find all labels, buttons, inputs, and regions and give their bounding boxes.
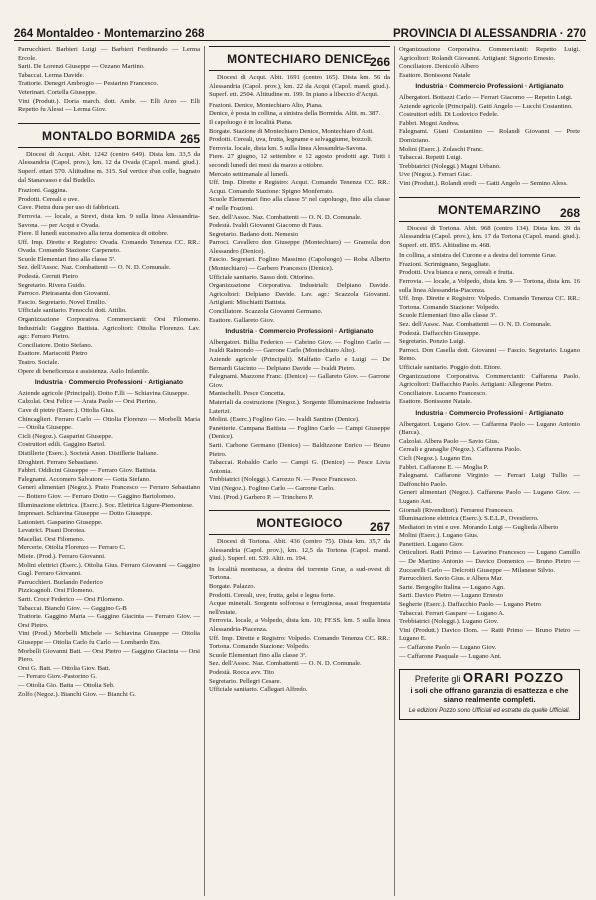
directory-entry: Tabaccai. Lerma Davide.	[18, 71, 85, 79]
directory-entry: Parrucchieri. Barbieri Luigi — Barbieri Ferdinando — Lerma Ercole.	[18, 46, 200, 62]
directory-entry: Segretario. Badano dott. Nemesio	[209, 230, 299, 238]
directory-entry: Uff. Imp. Dirette e Registro: Volpedo. Comando Tenenza CC. RR.: Tortona. Comando Stazione: Volpedo.	[399, 295, 580, 311]
directory-entry: Ufficiale sanitario. Callegari Alfredo.	[209, 686, 308, 694]
directory-entry: Sez. dell'Assoc. Naz. Combattenti — O. N. D. Comunale.	[399, 321, 552, 329]
directory-entry: Zolfo (Negoz.). Bianchi Giov. — Bianchi G.	[18, 690, 136, 698]
directory-entry: Droghieri. Ferraro Sebastiano.	[18, 458, 99, 466]
directory-entry: Cicli (Negoz.). Lugano Em.	[399, 454, 473, 462]
directory-entry: Organizzazione Corporativa. Industriali: Delpiano Davide. Agricoltori: Delpiano Davide. Lav. agr.: Scazzola Giovanni. Artigiani: Mischiatti Battista.	[209, 282, 390, 307]
ad-headline-pre: Preferite gli	[414, 674, 461, 685]
directory-entry: Molini (Eserc.). Zolaschi Franc.	[399, 145, 484, 153]
directory-entry: Panettieri. Lugano Giov.	[399, 540, 464, 548]
town-name: MONTEMARZINO	[438, 202, 541, 217]
directory-entry: Conciliatore. Lucarno Francesco.	[399, 389, 487, 397]
directory-entry: Segretario. Pellegri Cesare.	[209, 677, 282, 685]
directory-entry: Mercerie. Ottolia Florenzo — Ferraro C.	[18, 544, 126, 552]
directory-entry: Esattore. Gallareto Giov.	[209, 316, 275, 324]
directory-entry: Molini (Eserc.). Lugano Gius.	[399, 532, 479, 540]
directory-entry: Teatro. Sociale.	[18, 359, 60, 366]
ad-footnote: Le edizioni Pozzo sono Ufficiali ed estratte da quelle Ufficiali.	[408, 707, 571, 714]
directory-entry: Segretario. Rivera Guido.	[18, 281, 86, 289]
town-header	[399, 197, 580, 222]
column-middle	[204, 46, 394, 896]
directory-entry: In località montuosa, a destra del torrente Grue, a sud-ovest di Tortona.	[209, 565, 390, 582]
directory-entry: Uve (Negoz.). Ferrari Giac.	[399, 171, 472, 179]
directory-entry: Denice, è posta in collina, a sinistra della Bormida. Altit. m. 387.	[209, 110, 381, 118]
directory-entry: Organizzazione Corporativa. Commercianti: Orsi Filomeno. Industriali: Gaggino Battista. Agricoltori: Ottolia Florenzo. Lav. agr.: Ferraro Pietro.	[18, 316, 200, 341]
directory-entry: Conciliatore. Denicolò Albero	[399, 63, 479, 71]
directory-entry: Costruttori edili. Gaggino Bartol.	[18, 441, 106, 449]
directory-entry: Parrucchieri. Burlando Federico	[18, 578, 103, 586]
directory-entry: Ferrovia. — locale, a Strevi, dista km. 9 sulla linea Alessandria-Savona. — per Acqui e Ovada.	[18, 212, 200, 229]
directory-entry: Esattore. Mariscotti Pietro	[18, 350, 88, 358]
directory-entry: Scuole Elementari fino alla classe 5ª.	[18, 255, 116, 263]
directory-entry: Fiere. Il lunedì successivo alla terza domenica di ottobre.	[18, 230, 169, 238]
directory-entry: Prodotti. Cereali e uve.	[18, 195, 79, 203]
directory-entry: Ferrovia. — locale, a Volpedo, dista km. 9 — Tortona, dista km. 16 sulla linea Alessandria-Piacenza.	[399, 278, 580, 294]
directory-entry: Organizzazione Corporativa. Commercianti: Repetto Luigi. Agricoltori: Rolandi Giovanni. Artigiani: Signorio Ernesto.	[399, 46, 580, 62]
directory-entry: Tabaccai. Repetti Luigi.	[399, 154, 463, 162]
directory-entry: Borgate. Stazione di Montechiaro Denice, Montechiaro d'Asti.	[209, 127, 374, 135]
directory-entry: Generi alimentari (Negoz.). Prato Francesco — Ferraro Sebastiano — Bottero Giov. — Ferraro Dotto — Gaggino Bartolomeo.	[18, 484, 200, 500]
town-header	[18, 123, 200, 148]
directory-entry: Vini (Produtt.) Davico Dom. — Ratti Primo — Bruno Pietro — Lugano E.	[399, 626, 580, 643]
directory-entry: Molini. (Eserc.) Foglino Gio. — Ivaldi Santino (Denice).	[209, 416, 360, 424]
town-number: 267	[369, 519, 390, 534]
directory-entry: Trebbiatrici (Noleggi.). Carozzo N. — Pesce Francesco.	[209, 476, 358, 484]
directory-entry: Podestà. Rocca avv. Tito	[209, 669, 274, 676]
directory-entry: Materiali da costruzione (Negoz.). Sorgente Illuminazione Industria Laterizi.	[209, 398, 390, 415]
directory-entry: In collina, a sinistra del Curone e a destra del torrente Grue.	[399, 252, 557, 260]
directory-entry: Frazioni. Denice, Montechiaro Alto, Piana.	[209, 101, 323, 109]
section-heading: Industria · Commercio Professioni · Artigianato	[34, 379, 184, 387]
directory-entry: Uff. Imp. Dirette e Registro: Ovada. Comando Tenenza CC. RR.: Ovada. Comando Stazione: Carpeneto.	[18, 238, 200, 255]
directory-entry: Trattorie. Gaggino Maria — Gaggino Giacinta — Ferraro Giov. — Orsi Pietro.	[18, 613, 200, 629]
directory-entry: Albergatori. Bottazzi Carlo — Ferrari Giacomo — Repetto Luigi.	[399, 93, 573, 101]
directory-entry: Parroci. Cavallero don Giuseppe (Montechiaro) — Gramola don Alessandro (Denice).	[209, 239, 390, 255]
directory-entry: Levatrici. Pisani Dorotea.	[18, 527, 86, 535]
directory-entry: Ferrovia. locale, a Volpedo, dista km. 10; FF.SS. km. 5 sulla linea Alessandria-Piacenza.	[209, 617, 390, 634]
directory-entry: Manischelli. Pesce Concetta.	[209, 390, 286, 398]
directory-entry: Prodotti. Uva bianca e nera, cereali e frutta.	[399, 269, 514, 277]
directory-entry: Sarti. De Lorenzi Giuseppe — Ozzano Martino.	[18, 63, 145, 71]
directory-entry: — Caffarone Paolo — Lugano Giov.	[399, 644, 497, 651]
directory-entry: Mieie. (Prod.). Ferraro Giovanni.	[18, 553, 106, 561]
directory-entry: Morbelli Giovanni Batt. — Orsi Pietro — Gaggino Giacinta — Orsi Piero.	[18, 647, 200, 664]
directory-entry: Segherie (Eserc.). Daffacchio Paolo — Lugano Pietro	[399, 601, 541, 609]
directory-entry: Veterinari. Cortella Giuseppe.	[18, 88, 97, 96]
directory-entry: Macellai. Orsi Filomeno.	[18, 535, 85, 543]
directory-entry: Sarti. Carbone Germano (Denice) — Baldizzone Enrico — Bruno Pietro.	[209, 441, 390, 458]
page-header	[14, 22, 586, 41]
directory-entry: Sez. dell'Assoc. Naz. Combattenti — O. N. D. Comunale.	[209, 213, 362, 221]
directory-entry: Scuole Elementari fino alla classe 5ª nel capoluogo, fino alla classe 4ª nelle Frazioni.	[209, 196, 390, 212]
directory-entry: Molini elettrici (Eserc.). Ottolia Gius. Ferraro Giovanni — Gaggino Gugl. Ferraro Giovanni.	[18, 561, 200, 578]
directory-entry: Esattore. Bonissone Natale	[399, 71, 471, 79]
section-heading: Industria · Commercio Professioni · Artigianato	[415, 409, 564, 417]
directory-entry: Costruttori edili. Di Lodovico Fedele.	[399, 111, 499, 119]
directory-entry: Sarti. Davico Pietro — Lugano Ernesto	[399, 592, 504, 600]
directory-entry: Illuminazione elettrica (Eserc.). S.E.L.P., Ovestferro.	[399, 515, 539, 523]
header-left: 264 Montaldeo · Montemarzino 268	[14, 28, 205, 40]
directory-entry: Aziende agricole (Principali). Gatti Angelo — Lucchi Costantino.	[399, 102, 573, 110]
directory-entry: Vini (Produtt.). Doria march. dott. Ambr. — Elli Arzo — Elli Repetto fu Alessi — Lerma Giov.	[18, 97, 200, 114]
directory-entry: Prodotti. Cereali, uva, frutta, legname e selvaggiume, bozzoli.	[209, 136, 373, 144]
directory-entry: Distillerie (Eserc.). Società Anon. Distillerie Italiane.	[18, 449, 159, 457]
directory-entry: Podestà. Daffacchio Giuseppe.	[399, 329, 481, 337]
directory-entry: Albergatori. Billia Federico — Cabrino Giov. — Foglino Carlo — Ivaldi Raimondo — Garrone Carlo (Montechiaro Alto).	[209, 338, 390, 355]
directory-entry: Vini. (Prod.) Garbero P. — Trinchero P.	[209, 493, 314, 501]
directory-entry: Parroco. Pietrasanta don Giovanni.	[18, 290, 111, 298]
directory-entry: Il capoluogo è in località Piana.	[209, 118, 293, 126]
directory-entry: Lattonieri. Gasparino Giuseppe.	[18, 518, 103, 526]
directory-entry: Scuole Elementari fino alla classe 3ª.	[209, 651, 307, 659]
town-description: Diocesi di Tortona. Abit. 968 (centro 134). Dista km. 39 da Alessandria (Capol. prov.), km. 17 da Tortona (Capol. mand. giud.). Superf. ett. 855. Altitudine m. 468.	[399, 224, 580, 249]
directory-entry: Aziende agricole (Principali). Malfatto Carlo e Luigi — De Bernardi Giacinto — Delpiano Davide — Ivaldi Pietro.	[209, 356, 390, 372]
directory-entry: Parroci. Don Casella dott. Giovanni — Fascio. Segretario. Lugano Remo.	[399, 346, 580, 363]
town-name: MONTEGIOCO	[256, 516, 343, 531]
directory-entry: Trebbiatrici (Noleggi.) Magni Urbano.	[399, 162, 501, 170]
ad-body: i soli che offrano garanzia di esattezza e che siano realmente completi.	[410, 685, 569, 704]
directory-entry: Pizzicagnoli. Orsi Filomeno.	[18, 587, 94, 595]
directory-entry: Tabaccai. Ferrari Gaspare — Lugano A.	[399, 609, 505, 617]
directory-entry: Mercato settimanale al lunedì.	[209, 170, 289, 178]
directory-entry: Ferrovia. locale, dista km. 5 sulla linea Alessandria-Savona.	[209, 144, 368, 152]
directory-entry: Vini (Prod.) Morbelli Michele — Schiavina Giuseppe — Ottolia Giuseppe — Ottolia Carlo fu Carlo — Lombardo Em.	[18, 630, 200, 646]
directory-entry: Borgate. Palazzo.	[209, 583, 256, 591]
directory-entry: Trebbiatrici (Noleggi.). Lugano Giov.	[399, 618, 499, 626]
directory-entry: Mediatori in vini e uve. Morando Luigi — Guglieda Alberto	[399, 523, 559, 531]
directory-entry: Ufficiale sanitario. Fenocchi dott. Attilio.	[18, 307, 127, 315]
column-right	[394, 46, 584, 896]
directory-entry: Cicli (Negoz.). Gasparini Giuseppe.	[18, 432, 113, 440]
directory-entry: — Caffarone Pasquale — Lugano Ant.	[399, 652, 502, 660]
town-number: 265	[179, 132, 200, 147]
ad-headline	[406, 670, 573, 686]
columns	[14, 46, 586, 896]
header-right: PROVINCIA DI ALESSANDRIA · 270	[393, 28, 586, 40]
directory-entry: Chincaglieri. Ferraro Carlo — Ottolia Florenzo — Morbelli Maria — Ottolia Giuseppe.	[18, 415, 200, 432]
directory-entry: Uff. Imp. Dirette e Registro: Acqui. Comando Tenenza CC. RR.: Acqui. Comando Stazione: Spigno Monferrato.	[209, 179, 390, 195]
directory-entry: Falegnami. Mazzone Franc. (Denice) — Gallareto Giov. — Garrone Giov.	[209, 373, 390, 389]
directory-entry: Sarte. Bergoglio Italina — Lugano Agn.	[399, 583, 505, 591]
directory-entry: Cave di pietre (Eserc.). Ottolia Gius.	[18, 406, 115, 414]
directory-entry: Trattorie. Denegri Ambrogio — Pestarino Francesco.	[18, 80, 159, 88]
directory-entry: Ufficiale sanitario. Poggio dott. Ettore.	[399, 364, 502, 371]
advertisement-box	[399, 669, 580, 720]
town-header	[209, 510, 390, 535]
directory-entry: Orsi G. Batt. — Ottolia Giov. Batt.	[18, 664, 111, 672]
directory-entry: Ufficiale sanitario. Sasso dott. Ottorino.	[209, 273, 315, 281]
directory-entry: Sez. dell'Assoc. Naz. Combattenti — O. N. D. Comunale.	[209, 660, 362, 668]
section-heading: Industria · Commercio Professioni · Artigianato	[225, 328, 374, 336]
directory-entry: Frazioni. Gaggina.	[18, 187, 68, 195]
town-name: MONTECHIARO DENICE	[227, 52, 372, 66]
directory-entry: Falegnami. Caffarone Virginio — Ferrari Luigi Tullio — Daffonchio Paolo.	[399, 472, 580, 488]
directory-entry: Sarti. Croce Federico — Orsi Filomeno.	[18, 596, 125, 604]
town-number: 268	[559, 205, 580, 220]
directory-entry: Sez. dell'Assoc. Naz. Combattenti — O. N. D. Comunale.	[18, 264, 171, 272]
directory-entry: Organizzazione Corporativa. Commercianti: Caffarena Paolo. Agricoltori: Daffacchio Paolo. Artigiani: Allegrone Pietro.	[399, 372, 580, 389]
directory-entry: Generi alimentari (Negoz.). Caffarena Paolo — Lugano Giov. — Lugano Ant.	[399, 489, 580, 505]
column-left	[14, 46, 204, 896]
directory-entry: Falegnami. Giani Costantino — Rolandi Giovanni — Prete Domiziano.	[399, 128, 580, 144]
ad-headline-main: ORARI POZZO	[462, 670, 565, 686]
directory-entry: Conciliatore. Dotto Stefano.	[18, 341, 93, 349]
town-name: MONTALDO BORMIDA	[42, 128, 176, 143]
directory-entry: Impresari. Schiavina Giuseppe — Dotto Giuseppe.	[18, 510, 153, 518]
directory-entry: Aziende agricole (Principali). Dotto F.lli — Schiavina Giuseppe.	[18, 389, 189, 397]
directory-entry: Fascio. Segretari. Foglino Massimo (Capoluogo) — Roba Alberto (Montechiaro) — Garbero Francesco (Denice).	[209, 256, 390, 273]
directory-entry: — Ottolia Gio. Batta — Ottolia Seb.	[18, 681, 115, 689]
directory-entry: Fiere. 27 giugno, 12 settembre e 12 agosto prodotti agr. Tutti i secondi lunedì dei mesi da marzo a ottobre.	[209, 153, 390, 169]
directory-entry: Calzolai. Albera Paolo — Savio Gius.	[399, 437, 500, 445]
directory-entry: Uff. Imp. Dirette e Registro: Volpedo. Comando Tenenza CC. RR.: Tortona. Comando Stazione: Volpedo.	[209, 634, 390, 651]
directory-entry: Frazioni. Scrimignano, Segagliate.	[399, 260, 491, 268]
directory-entry: Vini (Negoz.). Foglino Carlo — Garrone Carlo.	[209, 484, 335, 492]
directory-entry: Conciliatore. Scazzola Giovanni Germano.	[209, 308, 323, 316]
directory-entry: Fascio. Segretario. Novel Emilio.	[18, 298, 107, 306]
directory-entry: Esattore. Bonissone Natale.	[399, 398, 472, 406]
directory-entry: Tabaccai. Bianchi Giov. — Gaggino G-B	[18, 604, 127, 612]
directory-entry: Giornali (Rivenditori). Ferraresi Francesco.	[399, 506, 514, 514]
directory-entry: Vini (Produtt.). Rolandi eredi — Gatti Angelo — Semino Aless.	[399, 179, 568, 187]
directory-entry: Fabbri. Caffarone E. — Moglia P.	[399, 463, 489, 471]
directory-entry: Illuminazione elettrica. (Eserc.). Soc. Elettrica Ligure-Piemontese.	[18, 501, 194, 509]
directory-entry: Falegnami. Accomero Salvatore — Gotta Stefano.	[18, 475, 151, 483]
directory-entry: Parrucchieri. Savio Gius. e Albera Mar.	[399, 575, 504, 583]
directory-entry: Fabbri. Mogni Andrea.	[399, 119, 460, 127]
directory-entry: Scuole Elementari fino alla classe 3ª.	[399, 312, 497, 320]
directory-entry: — Ferraro Giov.-Pastorino G.	[18, 673, 97, 681]
town-header	[209, 46, 390, 71]
town-description: Diocesi di Acqui. Abit. 1691 (centro 165). Dista km. 56 da Alessandria (Capol. prov.), km. 22 da Acqui (Capol. mand. giud.). Superf. ett. 2504. Altitudine m. 199. In piano a libeccio d'Acqui.	[209, 74, 390, 99]
directory-entry: Cave. Pietra dura per uso di fabbricati.	[18, 204, 120, 212]
section-heading: Industria · Commercio Professioni · Artigianato	[415, 83, 564, 91]
directory-entry: Podestà. Cerruti Pietro	[18, 273, 78, 281]
directory-entry: Opere di beneficenza e assistenza. Asilo Infantile.	[18, 367, 150, 375]
directory-entry: Acque minerali. Sorgente solforosa e ferruginosa, assai frequentata nell'estate.	[209, 600, 390, 616]
directory-entry: Cereali e granaglie (Negoz.). Caffarena Paolo.	[399, 446, 522, 454]
directory-entry: Panetterie. Campana Battista — Foglino Carlo — Campi Giuseppe (Denice).	[209, 424, 390, 441]
town-description: Diocesi di Tortona. Abit. 436 (centro 75). Dista km. 35,7 da Alessandria (Capol. prov.), km. 12,5 da Tortona (Capol. mand. giud.). Superf. ett. 539. Altit. m. 194.	[209, 538, 390, 563]
directory-entry: Podestà. Ivaldi Giovanni Giacomo di Faus.	[209, 222, 323, 230]
directory-entry: Albergatori. Lugano Giov. — Caffarena Paolo — Lugano Antonio (Barca).	[399, 420, 580, 437]
directory-entry: Orticultori. Ratti Primo — Lavarino Francesco — Lugano Camillo — De Martino Antonio — Davico Domenico — Bruno Pietro — Zuccarelli Carlo — Delcrotti Giuseppe — Milanese Silvio.	[399, 549, 580, 574]
directory-entry: Tabaccai. Robaldo Carlo — Campi G. (Denice) — Pesce Livia Antonia.	[209, 459, 390, 475]
town-number: 266	[369, 55, 390, 70]
directory-entry: Prodotti. Cereali, uve, frutta, gelsi e legna forte.	[209, 591, 335, 599]
town-description: Diocesi di Acqui. Abit. 1242 (centro 649). Dista km. 33,5 da Alessandria (Capol. prov.), km. 12 da Ovada (Capol. mand. giud.). Superf. ettari 570. Altitudine m. 315. Sul vertice d'un colle, bagnato dal Stanavasso e dal Budello.	[18, 150, 200, 184]
directory-entry: Fabbri. Oddicini Giuseppe — Ferraro Giov. Battista.	[18, 467, 157, 475]
directory-entry: Segretario. Ponzio Luigi.	[399, 338, 466, 346]
directory-entry: Calzolai. Orsi Felice — Arata Paolo — Orsi Pierino.	[18, 398, 157, 406]
